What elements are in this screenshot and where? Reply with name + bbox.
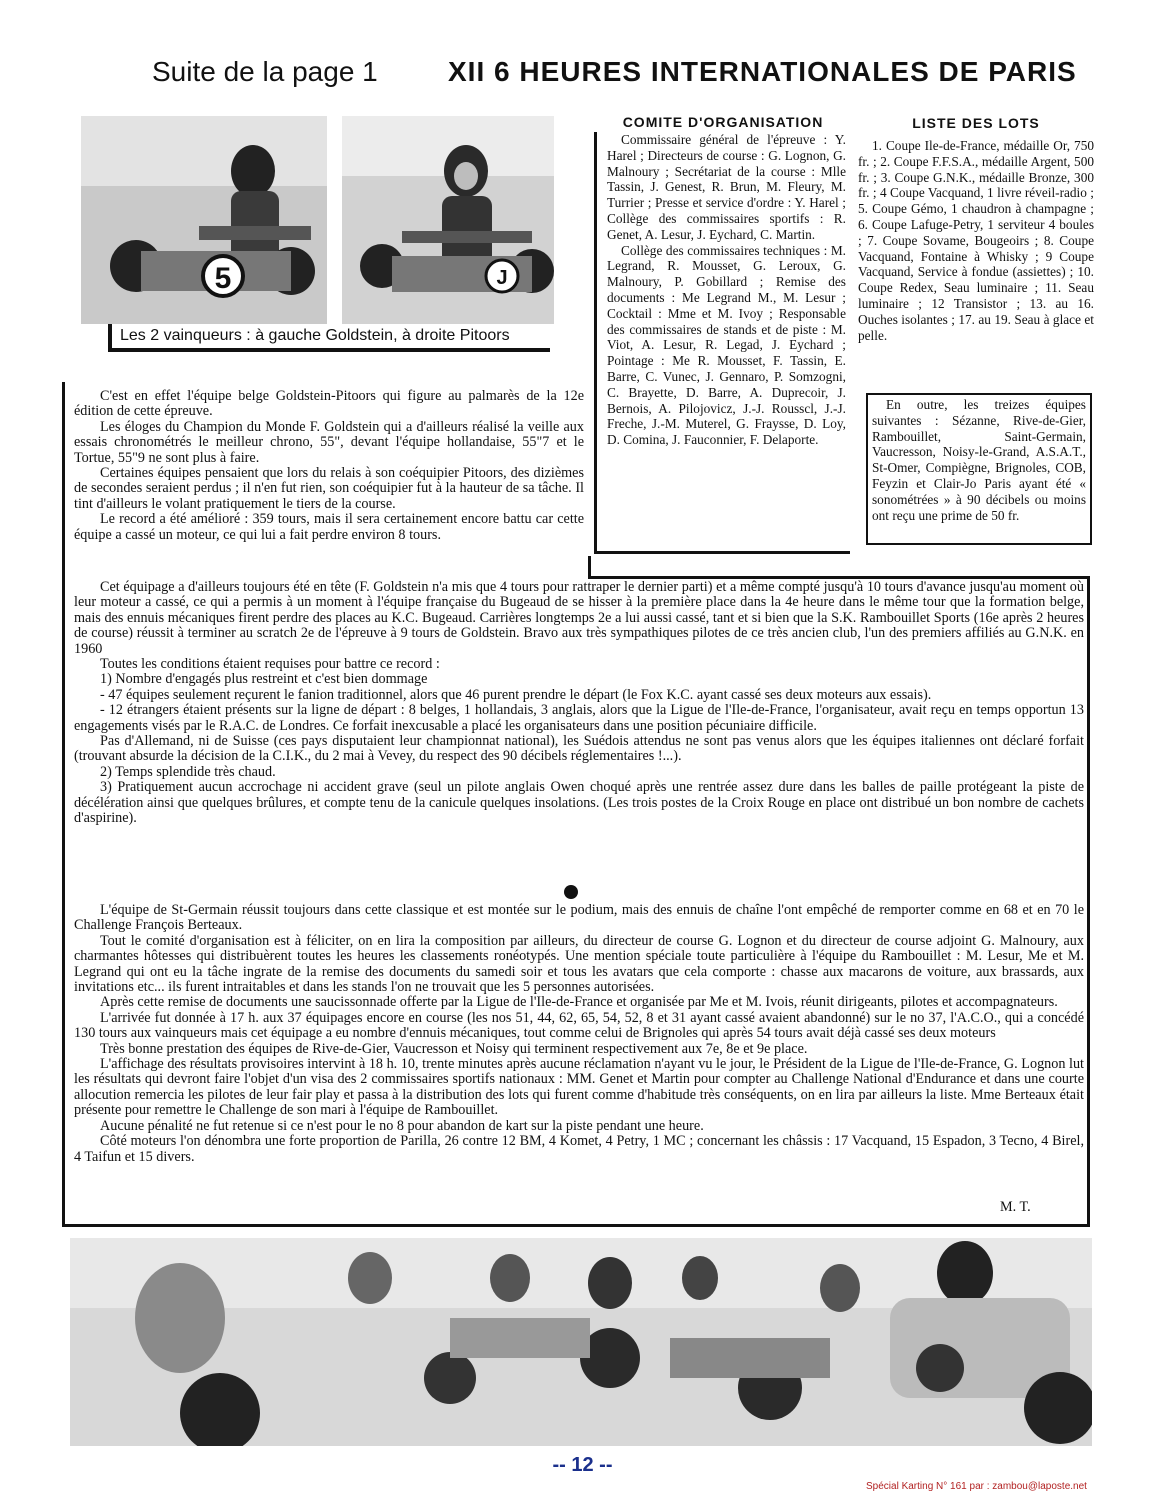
kart-number-j: J bbox=[496, 267, 508, 289]
article-paragraph: C'est en effet l'équipe belge Goldstein-Pitoors qui figure au palmarès de la 12e édition de cette épreuve. bbox=[74, 388, 584, 420]
lots-title: LISTE DES LOTS bbox=[912, 115, 1040, 131]
page-number: -- 12 -- bbox=[552, 1454, 613, 1476]
photo-caption: Les 2 vainqueurs : à gauche Goldstein, à droite Pitoors bbox=[108, 324, 550, 352]
article-wide bbox=[74, 580, 1084, 827]
photo-goldstein bbox=[81, 116, 327, 324]
equipes-text: En outre, les treizes équipes suivantes : Sézanne, Rive-de-Gier, Rambouillet, Saint-Germain, Vaucresson, Noisy-le-Grand, A.S.A.T., St-Omer, Compiègne, Brignoles, COB, Feyzin et Clair-Jo Paris ayant été « sonométrées » à 90 décibels ou moins ont reçu une prime de 50 fr. bbox=[872, 397, 1086, 523]
comite-box bbox=[594, 132, 850, 554]
article-paragraph: Pas d'Allemand, ni de Suisse (ces pays disputaient leur championnat national), les Suédois attendus ne sont pas venus alors que les équipes italiennes ont déclaré forfait (trouvant absurde la décision de la C.I.K., du 2 mai à Vevey, du respect des 90 décibels réglementaires !...). bbox=[74, 733, 1084, 765]
comite-title: COMITE D'ORGANISATION bbox=[622, 114, 824, 130]
continued-from-label: Suite de la page 1 bbox=[152, 56, 378, 87]
article-paragraph: 3) Pratiquement aucun accrochage ni accident grave (seul un pilote anglais Owen choqué après une rentrée assez dure dans les balles de paille protégeant la piste de décélération ainsi que quelques brûlures, et compte tenu de la canicule quelques insolations. (Les trois postes de la Croix Rouge en place ont distribué un bon nombre de cachets d'aspirine). bbox=[74, 779, 1084, 827]
article-paragraph: L'arrivée fut donnée à 17 h. aux 37 équipages encore en course (les nos 51, 44, 62, 65, 54, 52, 8 et 31 ayant cassé avaient abandonné) sur le no 37, l'A.C.O., qui a concédé 130 tours aux vainqueurs mais cet équipage a eu nombre d'ennuis mécaniques, tout comme celui de Brignoles qui après 54 tours avait déjà cassé ses deux moteurs bbox=[74, 1009, 1084, 1042]
article-paragraph: Les éloges du Champion du Monde F. Goldstein qui a d'ailleurs réalisé la veille aux essais chronométrés le meilleur chrono, 55", devant l'équipe hollandaise, 55"7 et le Tortue, 55"9 ne sont plus à faire. bbox=[74, 418, 584, 466]
footer-credit: Spécial Karting N° 161 par : zambou@laposte.net bbox=[866, 1481, 1087, 1492]
kart-number-5: 5 bbox=[214, 262, 232, 295]
article-paragraph: Côté moteurs l'on dénombra une forte proportion de Parilla, 26 contre 12 BM, 4 Komet, 4 Petry, 1 MC ; concernant les châssis : 17 Vacquand, 15 Espadon, 3 Tecno, 4 Birel, 4 Taifun et 15 divers. bbox=[74, 1133, 1084, 1165]
article-paragraph: - 47 équipes seulement reçurent le fanion traditionnel, alors que 46 purent prendre le départ (le Fox K.C. ayant cassé ses deux moteurs aux essais). bbox=[100, 686, 932, 703]
lots-text: 1. Coupe Ile-de-France, médaille Or, 750 fr. ; 2. Coupe F.F.S.A., médaille Argent, 500 fr. ; 3. Coupe G.N.K., médaille Bronze, 300 fr. ; 4 Coupe Vacquand, 1 livre réveil-radio ; 5. Coupe Gémo, 1 chaudron à champagne ; 6. Coupe Lafuge-Petry, 1 serviteur 4 boules ; 7. Coupe Sovame, Bougeoirs ; 8. Coupe Vacquand, Fontaine à Whisky ; 9 Coupe Vacquand, Service à fondue (assiettes) ; 10. Coupe Redex, Seau luminaire ; 11. Seau luminaire ; 12 Transistor ; 13. au 16. Ouches isolantes ; 17. au 19. Seau à glace et pelle. bbox=[858, 138, 1094, 343]
section-bullet bbox=[564, 885, 578, 899]
article-paragraph: 2) Temps splendide très chaud. bbox=[100, 763, 276, 780]
article-paragraph: Toutes les conditions étaient requises pour battre ce record : bbox=[100, 656, 440, 673]
photo-pitoors bbox=[342, 116, 554, 324]
article-paragraph: Après cette remise de documents une saucissonnade offerte par la Ligue de l'Ile-de-France et organisée par Me et M. Ivois, réunit dirigeants, pilotes et accompagnateurs. bbox=[100, 994, 1058, 1011]
article-paragraph: 1) Nombre d'engagés plus restreint et c'est bien dommage bbox=[100, 671, 428, 688]
article-paragraph: - 12 étrangers étaient présents sur la ligne de départ : 8 belges, 1 hollandais, 3 anglais, alors que la Ligue de l'Ile-de-France, l'organisateur, avait reçu en temps opportun 13 engagements visés par le R.A.C. de Londres. Ce forfait inexcusable a placé les organisateurs dans une position pécuniaire difficile. bbox=[74, 702, 1084, 734]
article-intro bbox=[74, 389, 584, 543]
article-paragraph: L'affichage des résultats provisoires intervint à 18 h. 10, trente minutes après aucune réclamation n'ayant vu le jour, le Président de la Ligue de l'Ile-de-France, G. Lognon lut les résultats qui devront faire l'objet d'un visa des 2 commissaires sportifs nationaux : MM. Genet et Martin pour compter au Challenge National d'Endurance et dans une courte allocution remercia les pilotes de leur fair play et passa à la distribution des lots qui furent comme d'habitude très conséquents, on en lira par ailleurs la liste. Mme Berteaux était présente pour remettre le Challenge de son mari à l'équipe de Rambouillet. bbox=[74, 1056, 1084, 1119]
article-paragraph: Certaines équipes pensaient que lors du relais à son coéquipier Pitoors, des dizièmes de secondes seraient perdus ; il n'en fut rien, son coéquipier fut à la hauteur de sa tâche. Il tint d'ailleurs le volant pratiquement le tiers de la course. bbox=[74, 465, 584, 512]
comite-paragraph: Commissaire général de l'épreuve : Y. Harel ; Directeurs de course : G. Lognon, G. Malnoury ; Secrétariat de la course : Mlle Tassin, J. Genest, R. Brun, M. Fleury, M. Turrier ; Presse et service d'ordre : Y. Harel ; Collège des commissaires sportifs : R. Genet, A. Lesur, J. Eychard, C. Martin. bbox=[607, 132, 846, 242]
article-paragraph: L'équipe de St-Germain réussit toujours dans cette classique et est montée sur le podium, mais des ennuis de chaîne l'ont empêché de remporter comme en 68 et en 70 le Challenge François Berteaux. bbox=[74, 902, 1084, 934]
comite-paragraph: Collège des commissaires techniques : M. Legrand, R. Mousset, G. Leroux, G. Malnoury, P. Gobillard ; Remise des documents : Me Legrand M., M. Lesur ; Cocktail : Mme et M. Ivoy ; Responsable des commissaires de stands et de piste : M. Viot, A. Lesur, R. Legad, J. Eychard ; Pointage : Me R. Mousset, F. Tassin, E. Barre, C. Vunec, J. Gennaro, P. Somzogni, C. Brayette, D. Barre, A. Duprecoir, J. Bernois, A. Pilojovicz, J.-J. Rousscl, J.-J. Freche, J.-M. Muterel, G. Fraysse, D. Loy, D. Comina, J. Fauconnier, F. Delaporte. bbox=[607, 242, 846, 448]
page-headline: XII 6 HEURES INTERNATIONALES DE PARIS bbox=[448, 56, 1077, 87]
race-start-photo bbox=[70, 1238, 1092, 1446]
author-signature: M. T. bbox=[1000, 1199, 1031, 1215]
article-paragraph: Cet équipage a d'ailleurs toujours été en tête (F. Goldstein n'a mis que 4 tours pour rattraper le dernier parti) et a même compté jusqu'à 10 tours d'avance jusqu'au moment où leur moteur a cassé, ce qui a permis à un moment à l'équipe française du Bugeaud de se hisser à la première place dans la 4e heure dans le même tour que la formation belge, mais des ennuis mécaniques firent perdre des places au K.C. Bugeaud. Carrières longtemps 2e a lui aussi cassé, tant et si bien que la S.K. Rambouillet Sports (16e après 2 heures de course) réussit à terminer au scratch 2e de l'épreuve à 9 tours de Goldstein. Bravo aux très sympathiques pilotes de ce très ancien club, l'un des premiers affiliés au G.N.K. en 1960 bbox=[74, 579, 1084, 657]
lots-list bbox=[858, 138, 1094, 343]
article-second bbox=[74, 903, 1084, 1165]
equipes-box bbox=[866, 393, 1092, 545]
article-paragraph: Aucune pénalité ne fut retenue si ce n'est pour le no 8 pour abandon de kart sur la piste pendant une heure. bbox=[100, 1117, 704, 1134]
article-paragraph: Le record a été amélioré : 359 tours, mais il sera certainement encore battu car cette équipe a cassé un moteur, ce qui lui a fait perdre environ 8 tours. bbox=[74, 511, 584, 543]
article-paragraph: Très bonne prestation des équipes de Rive-de-Gier, Vaucresson et Noisy qui terminent respectivement aux 7e, 8e et 9e place. bbox=[100, 1040, 808, 1057]
article-paragraph: Tout le comité d'organisation est à féliciter, on en lira la composition par ailleurs, du directeur de course G. Lognon et du directeur de course adjoint G. Malnoury, aux charmantes hôtesses qui distribuèrent toutes les heures les classements ronéotypés. Une mention spéciale toute particulière à l'équipe du Rambouillet : M. Lesur, Me et M. Legrand qui ont eu la tâche ingrate de la remise des documents du samedi soir et tous les avatars que cela comporte : chasse aux macarons de voiture, aux brassards, aux invitations etc... ils furent intraitables et dans les stands l'on ne trouvait que les 5 personnes autorisées. bbox=[74, 932, 1084, 996]
